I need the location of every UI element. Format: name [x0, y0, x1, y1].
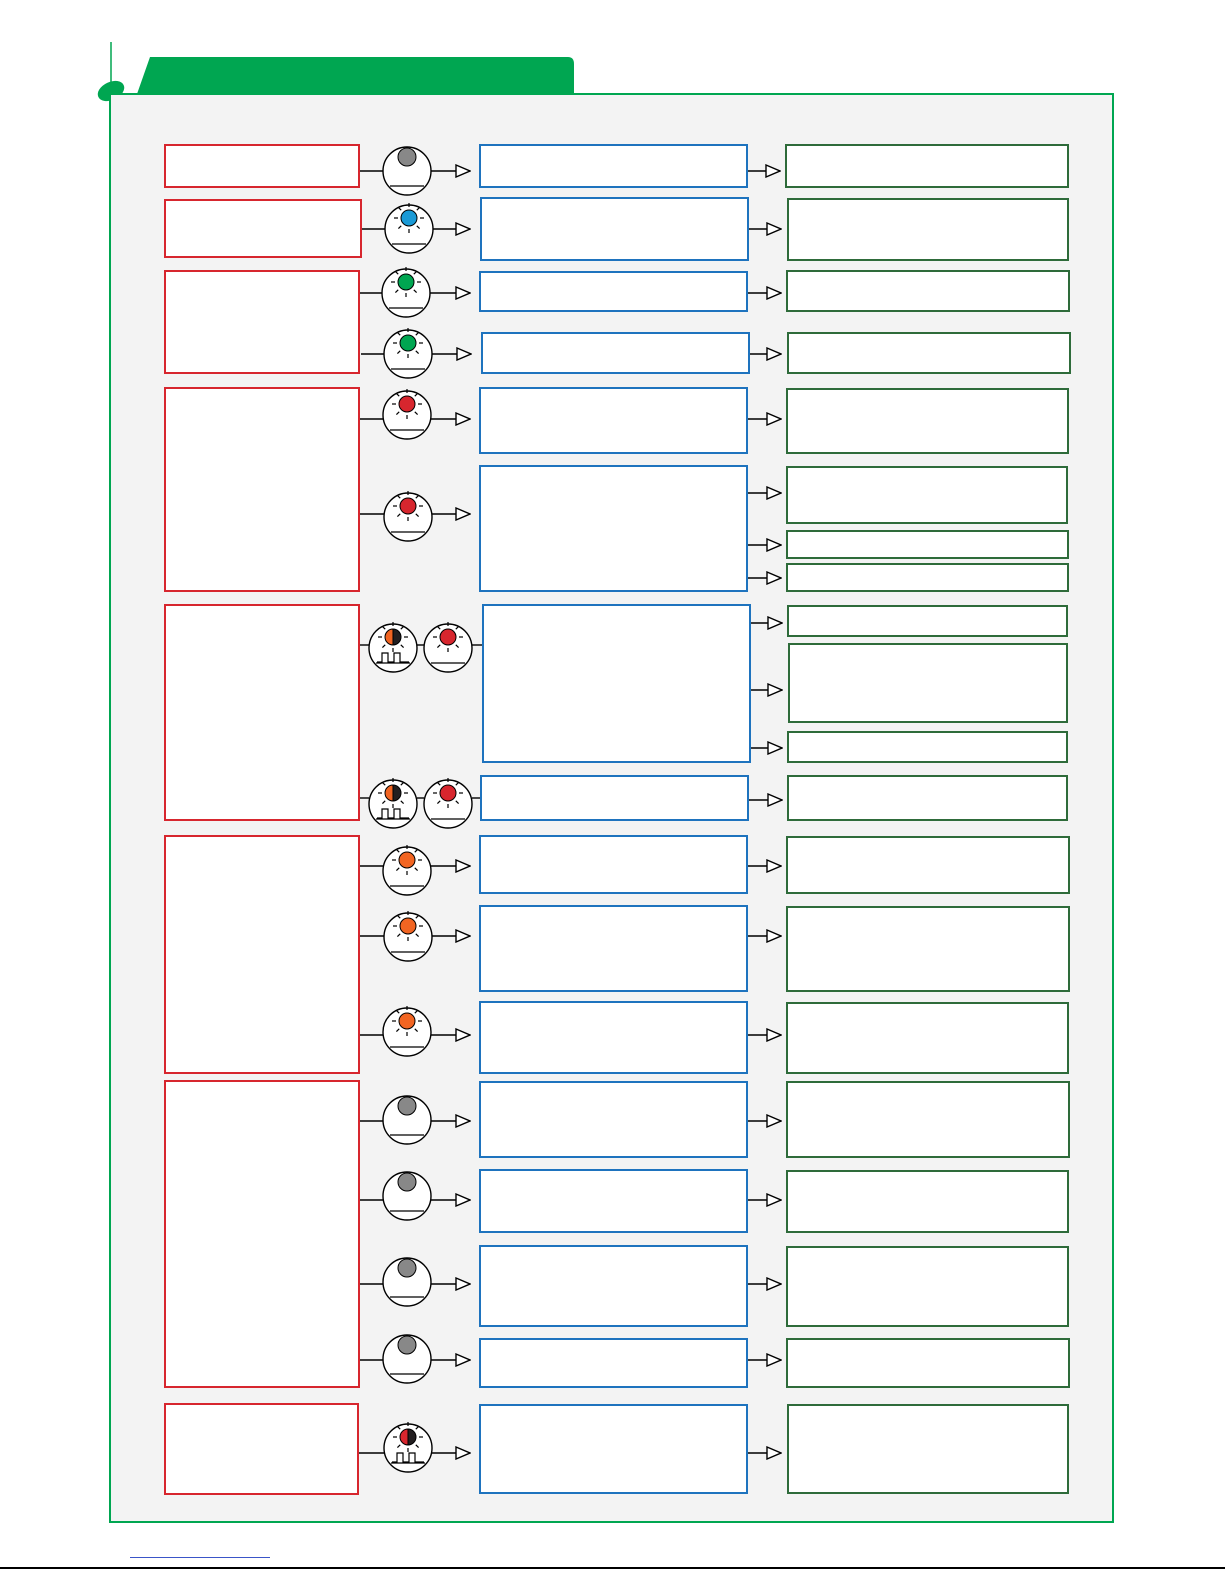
action-box — [787, 837, 1069, 893]
action-box — [788, 732, 1067, 762]
condition-box — [165, 388, 359, 591]
condition-column — [165, 145, 361, 1494]
action-box — [787, 1247, 1068, 1326]
action-box — [786, 145, 1068, 187]
status-box — [480, 388, 747, 453]
status-box — [480, 836, 747, 893]
action-box — [788, 333, 1070, 373]
action-box — [789, 644, 1067, 722]
condition-box — [165, 271, 359, 373]
status-box — [481, 198, 748, 260]
condition-box — [165, 1081, 359, 1387]
status-box — [482, 333, 749, 373]
condition-box — [165, 1404, 358, 1494]
status-box — [480, 906, 747, 991]
status-box — [480, 145, 747, 187]
action-box — [787, 1339, 1069, 1387]
action-box — [787, 907, 1069, 991]
led-off-icon — [383, 1096, 431, 1144]
led-off-icon — [383, 1172, 431, 1220]
status-box — [480, 1405, 747, 1493]
condition-box — [165, 605, 359, 820]
action-box — [787, 1171, 1068, 1232]
led-off-icon — [383, 1335, 431, 1383]
action-box — [787, 531, 1068, 558]
status-box — [480, 1002, 747, 1073]
action-box — [787, 1082, 1069, 1157]
action-box — [788, 199, 1068, 260]
action-box — [787, 467, 1067, 523]
status-box — [480, 1082, 747, 1157]
action-box — [787, 1003, 1068, 1073]
action-box — [787, 389, 1068, 453]
condition-box — [165, 200, 361, 257]
action-box — [788, 776, 1067, 820]
action-column — [786, 145, 1070, 1493]
status-box — [481, 776, 748, 820]
condition-box — [165, 145, 359, 187]
action-box — [787, 271, 1069, 311]
status-box — [480, 1246, 747, 1326]
status-box — [480, 1339, 747, 1387]
footer-rule — [0, 1567, 1225, 1569]
action-box — [787, 564, 1068, 591]
footer-link-underline — [130, 1557, 270, 1558]
header-tab — [137, 57, 574, 94]
status-column — [480, 145, 750, 1493]
condition-box — [165, 836, 359, 1073]
status-box — [480, 1170, 747, 1232]
led-off-icon — [383, 147, 431, 195]
status-box — [483, 605, 750, 762]
action-box — [788, 606, 1067, 636]
status-box — [480, 272, 747, 311]
action-box — [788, 1405, 1068, 1493]
status-box — [480, 466, 747, 591]
led-off-icon — [383, 1258, 431, 1306]
